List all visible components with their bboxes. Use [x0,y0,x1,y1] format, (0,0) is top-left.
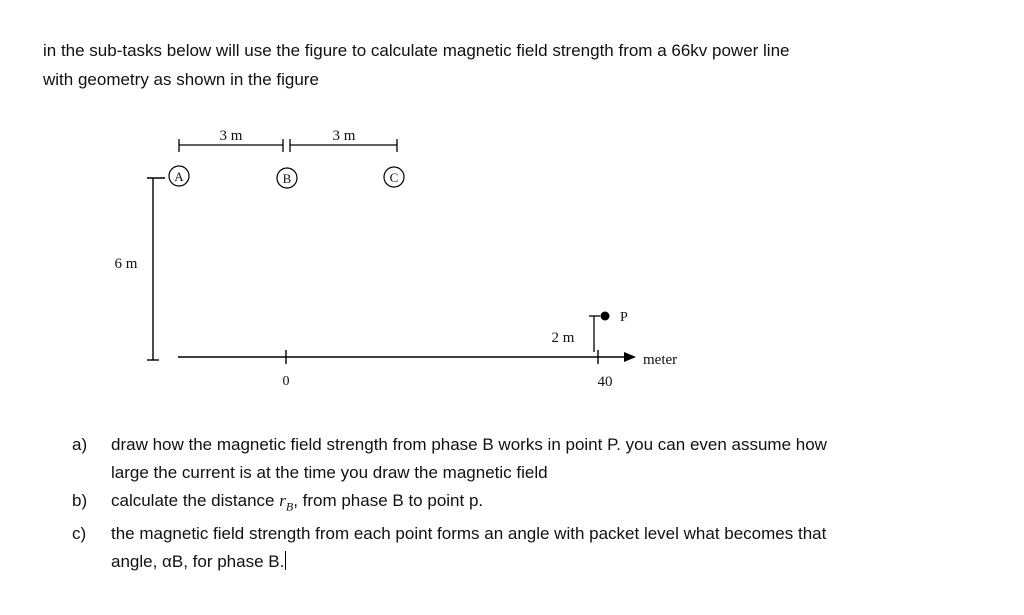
text-cursor [285,551,286,570]
ground-axis [178,350,624,364]
axis-unit-label: meter [643,352,678,368]
task-a-line-2: large the current is at the time you draw the magnetic field [111,463,548,482]
distance-symbol [279,491,294,514]
task-c [72,520,1012,576]
point-p-label: P [620,310,628,325]
height-label: 6 m [114,256,138,272]
intro-line-2: with geometry as shown in the figure [43,70,319,89]
axis-arrow-icon [624,352,636,362]
conductor-a [169,166,189,186]
task-c-line-2: angle, αB, for phase B. [111,552,285,572]
task-b-line-1 [111,487,1012,520]
task-b-text-pre: calculate the distance [111,491,280,510]
task-c-tag: c) [72,524,87,544]
point-height-label: 2 m [551,330,575,346]
task-b-text-post: , from phase B to point p. [293,491,484,510]
intro-line-1: in the sub-tasks below will use the figure to calculate magnetic field strength from a 66kv power line [43,41,790,60]
task-c-line-2-wrap[interactable] [111,548,1012,576]
tick-label-0: 0 [282,374,290,389]
conductor-b-label: B [282,171,292,186]
tick-label-40: 40 [597,374,613,390]
task-b [72,487,1012,520]
task-a-line-1: draw how the magnetic field strength from phase B works in point P. you can even assume how [111,435,827,454]
point-height-dimension [589,316,600,352]
distance-symbol-subscript: B [285,499,294,514]
task-a-tag: a) [72,435,88,454]
point-p-marker [601,312,610,321]
conductor-c-label: C [389,170,399,185]
conductor-a-label: A [174,169,184,184]
task-list [72,431,1012,576]
spacing-bc-label: 3 m [332,128,356,144]
conductor-c [384,167,404,187]
task-b-tag: b) [72,491,88,510]
task-c-line-1: the magnetic field strength from each point forms an angle with packet level what becomes that [111,524,827,544]
spacing-ab-label: 3 m [219,128,243,144]
conductor-b [277,168,297,188]
height-dimension [147,178,165,360]
distance-symbol-letter: r [279,491,286,510]
task-a [72,431,1012,487]
